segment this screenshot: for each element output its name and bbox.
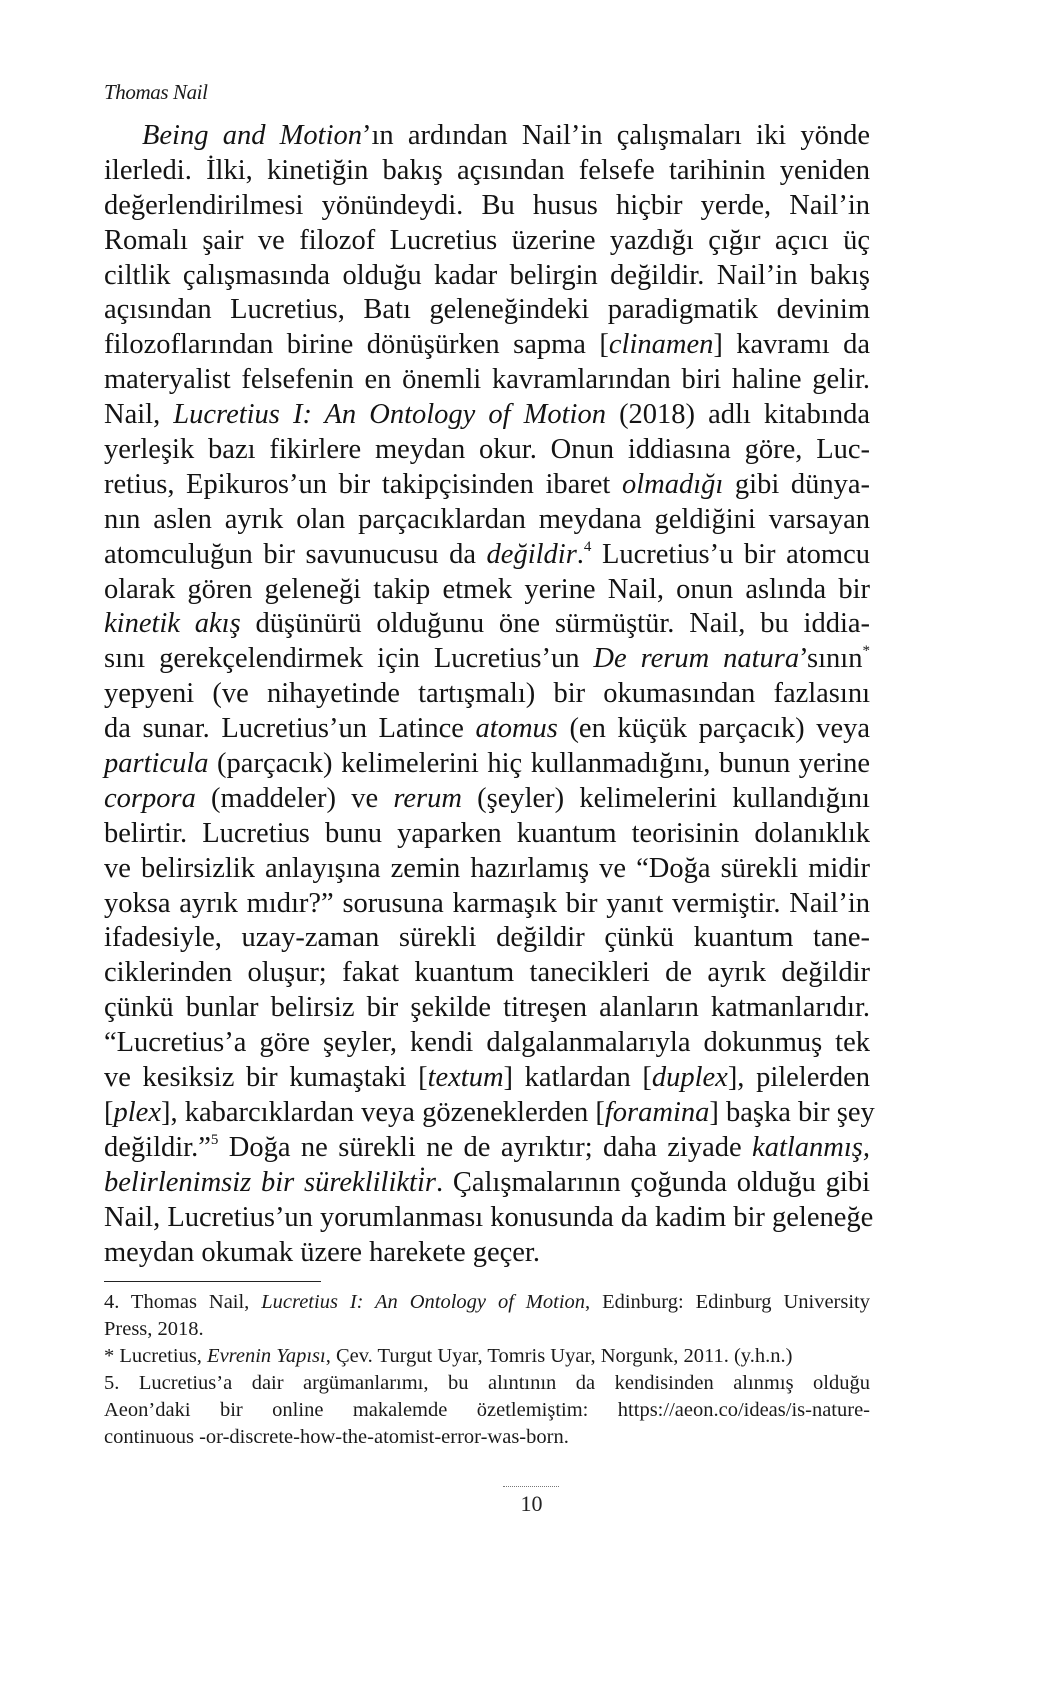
- footnote-line: [104, 1316, 870, 1343]
- text-run: , Edinburg: Edinburg University: [585, 1291, 871, 1313]
- text-run: continuous -or-discrete-how-the-atomist-error-was-born.: [104, 1426, 569, 1448]
- text-line: [104, 189, 870, 224]
- italic-text: Evrenin Yapısı: [207, 1345, 326, 1367]
- text-line: [104, 119, 870, 154]
- text-run: ] başka bir şey: [709, 1096, 875, 1128]
- text-run: (en küçük parçacık) veya: [557, 713, 870, 745]
- text-run: , Çev. Turgut Uyar, Tomris Uyar, Norgunk, 2011. (y.h.n.): [325, 1345, 793, 1367]
- text-line: [104, 921, 870, 956]
- footnote-line: [104, 1370, 870, 1397]
- text-run: olarak gören geleneği takip etmek yerine Nail, onun aslında bir: [104, 573, 870, 605]
- text-line: [104, 1026, 870, 1061]
- text-line: [104, 1061, 870, 1096]
- text-line: [104, 503, 870, 538]
- italic-text: foramina: [604, 1096, 710, 1128]
- footnote-marker: *: [862, 643, 870, 660]
- text-run: nın aslen ayrık olan parçacıklardan meydana geldiğini varsayan: [104, 503, 870, 535]
- text-line: [104, 293, 870, 328]
- footnote-5: [104, 1370, 870, 1451]
- text-line: [104, 1131, 870, 1166]
- text-run: açısından Lucretius, Batı geleneğindeki paradigmatik devinim: [104, 294, 870, 326]
- text-line: [104, 852, 870, 887]
- text-line: [104, 887, 870, 922]
- text-run: ciklerinden oluşur; fakat kuantum tanecikleri de ayrık değildir: [104, 957, 870, 989]
- text-line: [104, 154, 870, 189]
- footnote-separator: [104, 1281, 321, 1282]
- text-line: [104, 538, 870, 573]
- text-run: . Çalışmalarının çoğunda olduğu gibi: [435, 1166, 870, 1198]
- text-line: [104, 573, 870, 608]
- text-run: (2018) adlı kitabında: [605, 399, 870, 431]
- text-line: [104, 259, 870, 294]
- text-line: [104, 398, 870, 433]
- text-run: yoksa ayrık mıdır?” sorusuna karmaşık bir yanıt vermiştir. Nail’in: [104, 887, 870, 919]
- text-line: [104, 224, 870, 259]
- text-run: [: [104, 1096, 114, 1128]
- text-run: .: [576, 538, 584, 570]
- text-run: (maddeler) ve: [195, 782, 394, 814]
- footnote-marker: 4: [583, 538, 592, 555]
- text-run: yepyeni (ve nihayetinde tartışmalı) bir okumasından fazlasını: [104, 678, 870, 710]
- text-line: [104, 607, 870, 642]
- text-run: materyalist felsefenin en önemli kavramlarından biri haline gelir.: [104, 364, 870, 396]
- footnote-line: [104, 1397, 870, 1424]
- text-run: ], kabarcıklardan veya gözeneklerden [: [160, 1096, 605, 1128]
- text-run: * Lucretius,: [104, 1345, 208, 1367]
- text-run: retius, Epikuros’un bir takipçisinden ibaret: [104, 468, 622, 500]
- italic-text: Lucretius I: An Ontology of Motion: [173, 399, 606, 431]
- text-line: [104, 328, 870, 363]
- text-run: Aeon’daki bir online makalemde özetlemiştim: https://aeon.co/ideas/is-nature-: [104, 1399, 870, 1421]
- footnote-4: [104, 1289, 870, 1343]
- text-line: [104, 1236, 870, 1271]
- text-run: ’sının: [799, 643, 863, 675]
- italic-text: katlanmış,: [752, 1131, 870, 1163]
- text-line: [104, 433, 870, 468]
- text-run: çünkü bunlar belirsiz bir şekilde titreşen alanların katmanlarıdır.: [104, 992, 870, 1024]
- text-run: ] katlardan [: [503, 1062, 652, 1094]
- text-line: [104, 956, 870, 991]
- text-run: da sunar. Lucretius’un Latince: [104, 713, 476, 745]
- text-run: değildir.”: [104, 1131, 211, 1163]
- italic-text: kinetik akış: [104, 608, 241, 640]
- text-run: (şeyler) kelimelerini kullandığını: [461, 782, 870, 814]
- body-paragraph: [104, 119, 875, 1270]
- text-line: [104, 747, 870, 782]
- text-run: değerlendirilmesi yönündeydi. Bu husus hiçbir yerde, Nail’in: [104, 189, 870, 221]
- text-line: [104, 782, 870, 817]
- text-line: [104, 677, 870, 712]
- text-run: 5. Lucretius’a dair argümanlarımı, bu alıntının da kendisinden alınmış olduğu: [104, 1372, 870, 1394]
- text-line: [104, 363, 870, 398]
- italic-text: De rerum natura: [593, 643, 800, 675]
- text-run: düşünürü olduğunu öne sürmüştür. Nail, bu iddia-: [240, 608, 870, 640]
- text-run: ifadesiyle, uzay-zaman sürekli değildir çünkü kuantum tane-: [104, 922, 870, 954]
- text-line: [104, 468, 870, 503]
- italic-text: corpora: [104, 782, 196, 814]
- text-run: Lucretius’u bir atomcu: [591, 538, 870, 570]
- footnotes: [104, 1289, 870, 1451]
- italic-text: Lucretius I: An Ontology of Motion: [261, 1291, 586, 1313]
- italic-text: textum: [427, 1062, 504, 1094]
- italic-text: Being and Motion: [142, 120, 363, 151]
- text-run: ] kavramı da: [713, 329, 870, 361]
- text-run: Nail,: [104, 399, 174, 431]
- text-line: [104, 712, 870, 747]
- text-line: [104, 991, 870, 1026]
- italic-text: atomus: [475, 713, 558, 745]
- footnote-translator: [104, 1343, 870, 1370]
- text-run: Press, 2018.: [104, 1318, 204, 1340]
- text-run: (parçacık) kelimelerini hiç kullanmadığını, bunun yerine: [208, 748, 870, 780]
- text-run: ciltlik çalışmasında olduğu kadar belirgin değildir. Nail’in bakış: [104, 259, 870, 291]
- italic-text: olmadığı: [621, 468, 724, 500]
- text-line: [104, 1096, 875, 1131]
- footnote-line: [104, 1343, 870, 1370]
- text-run: ], pilelerden: [727, 1062, 871, 1094]
- text-run: ve kesiksiz bir kumaştaki [: [104, 1062, 428, 1094]
- text-line: [104, 642, 870, 677]
- text-run: meydan okumak üzere harekete geçer.: [104, 1236, 540, 1268]
- italic-text: clinamen: [608, 329, 714, 361]
- text-run: ve belirsizlik anlayışına zemin hazırlamış ve “Doğa sürekli midir: [104, 852, 870, 884]
- text-run: ’ın ardından Nail’in çalışmaları iki yönde: [362, 120, 870, 151]
- text-line: [104, 817, 870, 852]
- italic-text: belirlenimsiz bir süreklilikti̇r: [104, 1166, 436, 1198]
- page-number-rule: [503, 1486, 559, 1487]
- text-run: Nail, Lucretius’un yorumlanması konusunda da kadim bir geleneğe: [104, 1201, 874, 1233]
- text-run: ilerledi. İlki, kinetiğin bakış açısından felsefe tarihinin yeniden: [104, 154, 870, 186]
- text-run: “Lucretius’a göre şeyler, kendi dalgalanmalarıyla dokunmuş tek: [104, 1027, 870, 1059]
- text-run: 4. Thomas Nail,: [104, 1291, 262, 1313]
- text-line: [104, 1166, 870, 1201]
- italic-text: particula: [104, 748, 209, 780]
- text-run: Romalı şair ve filozof Lucretius üzerine yazdığı çığır açıcı üç: [104, 224, 870, 256]
- text-run: gibi dünya-: [723, 468, 870, 500]
- text-run: belirtir. Lucretius bunu yaparken kuantum teorisinin dolanıklık: [104, 817, 870, 849]
- footnote-marker: 5: [210, 1131, 219, 1148]
- text-run: filozoflarından birine dönüşürken sapma [: [104, 329, 609, 361]
- text-line: [104, 1201, 874, 1236]
- italic-text: rerum: [393, 782, 462, 814]
- text-run: atomculuğun bir savunucusu da: [104, 538, 487, 570]
- footnote-line: [104, 1424, 870, 1451]
- text-run: yerleşik bazı fikirlere meydan okur. Onun iddiasına göre, Luc-: [104, 434, 870, 466]
- italic-text: plex: [113, 1096, 161, 1128]
- page-number: 10: [520, 1491, 543, 1516]
- footnote-line: [104, 1289, 870, 1316]
- italic-text: değildir: [486, 538, 577, 570]
- italic-text: duplex: [651, 1062, 728, 1094]
- text-run: sını gerekçelendirmek için Lucretius’un: [104, 643, 594, 675]
- running-head: Thomas Nail: [104, 80, 208, 104]
- text-run: Doğa ne sürekli ne de ayrıktır; daha ziyade: [218, 1131, 753, 1163]
